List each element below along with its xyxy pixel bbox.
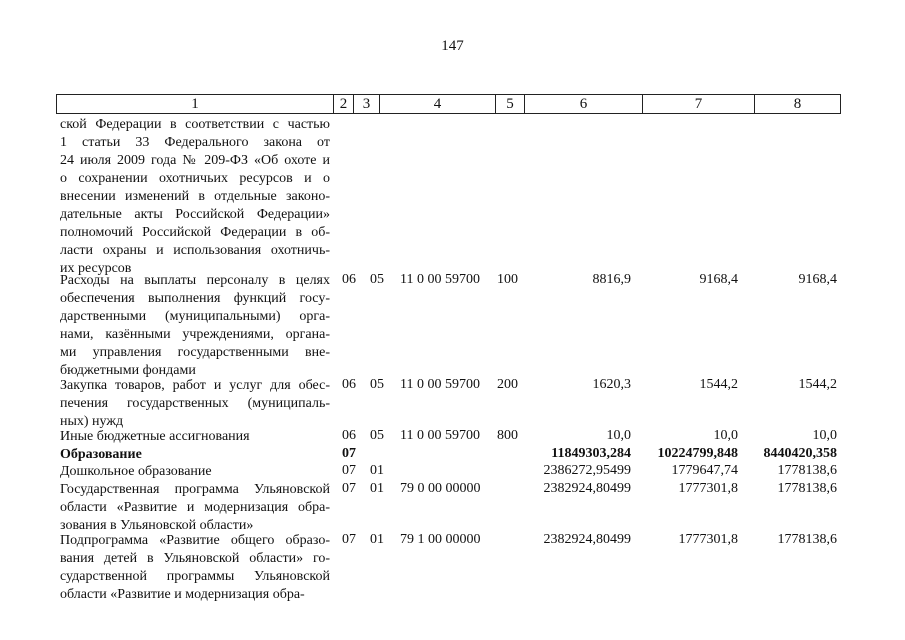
cell-c4: 79 1 00 00000 (400, 532, 481, 547)
description-line: дательные акты Российской Федерации» (60, 207, 330, 222)
description-line: Подпрограмма «Развитие общего образо- (60, 533, 330, 548)
description-line: обеспечения выполнения функций госу- (60, 291, 330, 306)
description-line: полномочий Российской Федерации в об- (60, 225, 330, 240)
description-line: Иные бюджетные ассигнования (60, 429, 250, 444)
description-line: 1 статьи 33 Федерального закона от (60, 135, 330, 150)
row-description (60, 116, 330, 278)
cell-c2: 07 (342, 481, 356, 496)
cell-c2: 07 (342, 463, 356, 478)
cell-c5: 800 (497, 428, 518, 443)
cell-c7: 10,0 (713, 428, 738, 443)
header-col-7: 7 (642, 95, 754, 113)
cell-c7: 1779647,74 (671, 463, 738, 478)
cell-c4: 79 0 00 00000 (400, 481, 481, 496)
cell-c2: 06 (342, 428, 356, 443)
header-col-6: 6 (524, 95, 642, 113)
cell-c3: 01 (370, 481, 384, 496)
description-line: зования в Ульяновской области» (60, 518, 254, 533)
row-description (60, 428, 330, 446)
description-line: их ресурсов (60, 261, 132, 276)
cell-c6: 2382924,80499 (543, 532, 631, 547)
description-line: Расходы на выплаты персоналу в целях (60, 273, 330, 288)
cell-c8: 1778138,6 (777, 532, 837, 547)
cell-c6: 2382924,80499 (543, 481, 631, 496)
cell-c8: 1778138,6 (777, 481, 837, 496)
description-line: 24 июля 2009 года № 209-ФЗ «Об охоте и (60, 153, 330, 168)
cell-c4: 11 0 00 59700 (400, 428, 480, 443)
description-line: бюджетными фондами (60, 363, 196, 378)
description-line: ми управления государственными вне- (60, 345, 330, 360)
cell-c4: 11 0 00 59700 (400, 377, 480, 392)
header-col-2: 2 (333, 95, 353, 113)
cell-c6: 11849303,284 (551, 446, 631, 461)
cell-c3: 05 (370, 377, 384, 392)
description-line: области «Развитие и модернизация обра- (60, 587, 305, 602)
row-description (60, 481, 330, 535)
cell-c7: 9168,4 (699, 272, 738, 287)
cell-c5: 100 (497, 272, 518, 287)
cell-c8: 9168,4 (798, 272, 837, 287)
cell-c8: 1778138,6 (777, 463, 837, 478)
cell-c6: 10,0 (606, 428, 631, 443)
table-header (56, 94, 841, 114)
cell-c7: 10224799,848 (657, 446, 738, 461)
header-col-3: 3 (353, 95, 379, 113)
description-line: ской Федерации в соответствии с частью (60, 117, 330, 132)
page-number: 147 (441, 38, 464, 54)
cell-c3: 01 (370, 463, 384, 478)
description-line: Государственная программа Ульяновской (60, 482, 330, 497)
cell-c3: 05 (370, 272, 384, 287)
cell-c8: 1544,2 (798, 377, 837, 392)
description-line: сударственной программы Ульяновской (60, 569, 330, 584)
cell-c4: 11 0 00 59700 (400, 272, 480, 287)
header-col-1: 1 (191, 96, 199, 112)
cell-c7: 1777301,8 (678, 481, 738, 496)
cell-c7: 1777301,8 (678, 532, 738, 547)
cell-c8: 8440420,358 (763, 446, 837, 461)
cell-c2: 07 (342, 532, 356, 547)
cell-c6: 8816,9 (592, 272, 631, 287)
cell-c6: 2386272,95499 (543, 463, 631, 478)
cell-c3: 05 (370, 428, 384, 443)
description-line: о сохранении охотничьих ресурсов и о (60, 171, 330, 186)
description-line: области «Развитие и модернизация обра- (60, 500, 330, 515)
cell-c3: 01 (370, 532, 384, 547)
row-description (60, 532, 330, 604)
description-line: внесении изменений в отдельные законо- (60, 189, 330, 204)
description-line: нами, казёнными учреждениями, органа- (60, 327, 330, 342)
description-line: Закупка товаров, работ и услуг для обес- (60, 378, 330, 393)
cell-c5: 200 (497, 377, 518, 392)
row-description (60, 446, 330, 464)
header-col-4: 4 (379, 95, 495, 113)
description-line: ных) нужд (60, 414, 124, 429)
cell-c8: 10,0 (812, 428, 837, 443)
description-line: вания детей в Ульяновской области» го- (60, 551, 330, 566)
header-col-8: 8 (754, 95, 840, 113)
cell-c6: 1620,3 (592, 377, 631, 392)
description-line: дарственными (муниципальными) орга- (60, 309, 330, 324)
header-col-5: 5 (495, 95, 524, 113)
row-description (60, 377, 330, 431)
description-line: Образование (60, 447, 142, 462)
row-description (60, 463, 330, 481)
cell-c2: 06 (342, 377, 356, 392)
description-line: Дошкольное образование (60, 464, 212, 479)
description-line: печения государственных (муниципаль- (60, 396, 330, 411)
row-description (60, 272, 330, 380)
description-line: ласти охраны и использования охотничь- (60, 243, 330, 258)
cell-c7: 1544,2 (699, 377, 738, 392)
cell-c2: 06 (342, 272, 356, 287)
cell-c2: 07 (342, 446, 356, 461)
